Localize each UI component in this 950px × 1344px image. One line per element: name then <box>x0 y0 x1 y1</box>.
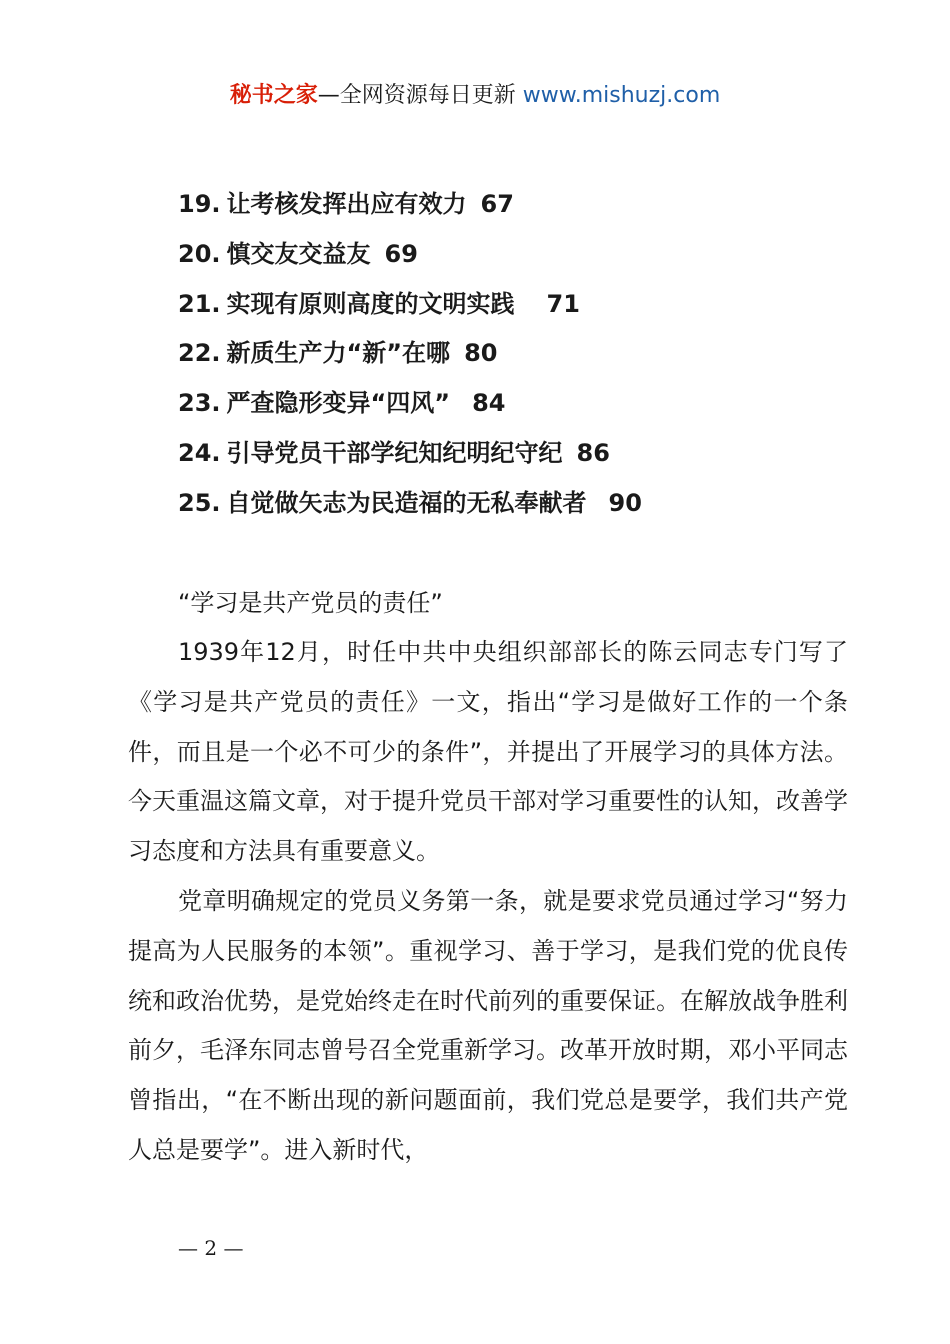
site-url[interactable]: www.mishuzj.com <box>522 83 721 108</box>
table-of-contents <box>178 180 878 529</box>
article-paragraph: 党章明确规定的党员义务第一条，就是要求党员通过学习“努力提高为人民服务的本领”。重视学习、善于学习，是我们党的优良传统和政治优势，是党始终走在时代前列的重要保证。在解放战争胜利前夕，毛泽东同志曾号召全党重新学习。改革开放时期，邓小平同志曾指出，“在不断出现的新问题面前，我们党总是要学，我们共产党人总是要学”。进入新时代， <box>128 886 848 1164</box>
toc-number: 19. <box>178 190 221 218</box>
brand-name: 秘书之家 <box>229 83 318 108</box>
article-subheading: “学习是共产党员的责任” <box>178 589 443 617</box>
toc-title: 自觉做矢志为民造福的无私奉献者 <box>226 488 587 517</box>
toc-item <box>178 230 878 280</box>
toc-title: 让考核发挥出应有效力 <box>226 190 467 218</box>
toc-page: 86 <box>576 438 610 467</box>
toc-item <box>178 280 878 330</box>
toc-page: 84 <box>472 389 506 418</box>
toc-number: 25. <box>178 488 221 517</box>
article-body <box>128 578 848 1176</box>
header-tagline: —全网资源每日更新 <box>317 83 523 108</box>
toc-page: 69 <box>384 239 418 268</box>
toc-page: 67 <box>480 190 514 218</box>
toc-item <box>178 429 878 479</box>
toc-page: 80 <box>464 339 498 368</box>
toc-page: 90 <box>608 488 642 517</box>
toc-title: 实现有原则高度的文明实践 <box>226 289 515 318</box>
toc-number: 22. <box>178 339 221 368</box>
toc-number: 20. <box>178 239 221 268</box>
toc-title: 严查隐形变异“四风” <box>226 389 451 418</box>
toc-item <box>178 329 878 379</box>
toc-title: 引导党员干部学纪知纪明纪守纪 <box>226 438 563 467</box>
toc-item <box>178 479 878 529</box>
toc-number: 21. <box>178 289 221 318</box>
toc-page: 71 <box>546 289 580 318</box>
toc-title: 慎交友交益友 <box>226 239 371 268</box>
toc-title: 新质生产力“新”在哪 <box>226 339 451 368</box>
site-header <box>0 80 950 112</box>
toc-number: 24. <box>178 438 221 467</box>
toc-item <box>178 180 878 230</box>
page-number: — 2 — <box>178 1236 244 1260</box>
toc-item <box>178 379 878 429</box>
article-paragraph: 1939年12月，时任中共中央组织部部长的陈云同志专门写了《学习是共产党员的责任》一文，指出“学习是做好工作的一个条件，而且是一个必不可少的条件”，并提出了开展学习的具体方法。今天重温这篇文章，对于提升党员干部对学习重要性的认知，改善学习态度和方法具有重要意义。 <box>128 638 848 866</box>
toc-number: 23. <box>178 389 221 418</box>
